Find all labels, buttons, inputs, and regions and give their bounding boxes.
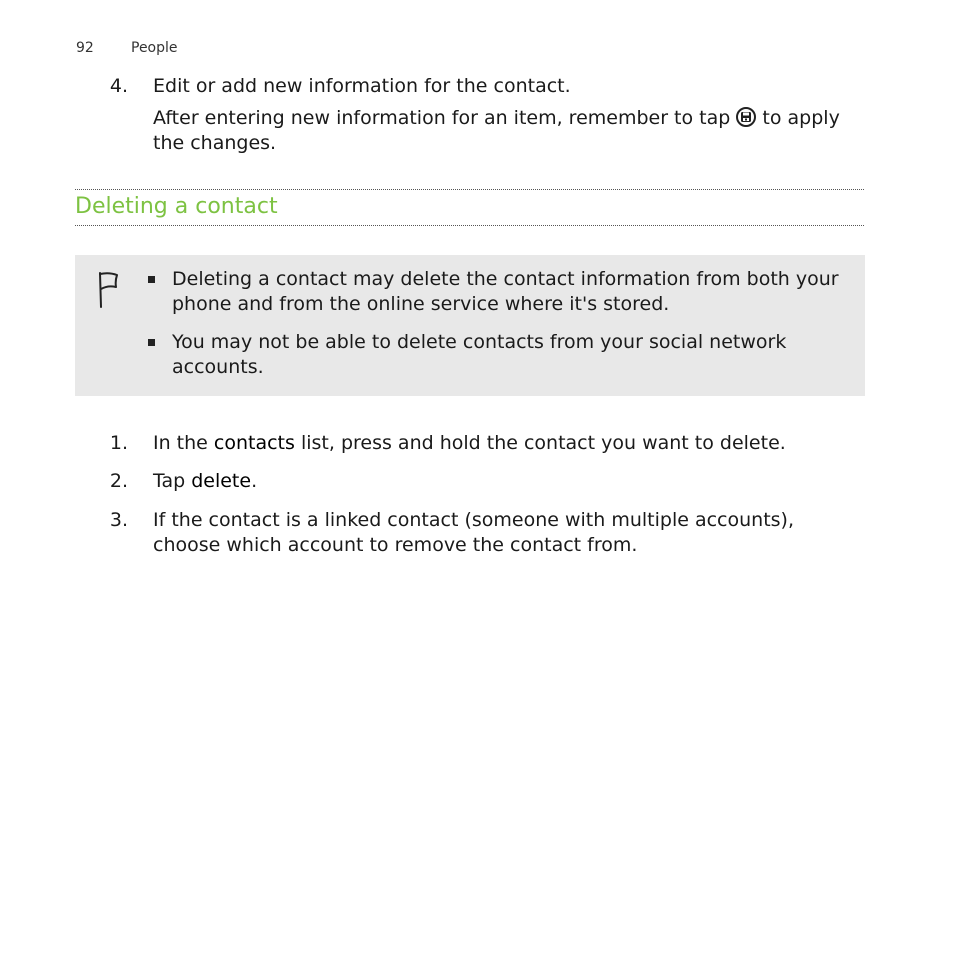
- note-box: [75, 255, 865, 396]
- flag-icon: [97, 271, 121, 313]
- step-number: 1.: [109, 432, 128, 454]
- ui-term-contacts: contacts: [213, 432, 295, 454]
- step-number: 4.: [109, 75, 128, 97]
- step-text: Edit or add new information for the contact.: [153, 75, 571, 97]
- page-number: 92: [76, 40, 94, 56]
- step-number: 3.: [109, 509, 128, 531]
- step-text: If the contact is a linked contact (someone with multiple accounts), choose which account to remove the contact from.: [153, 509, 794, 556]
- ui-term-delete: delete: [191, 470, 252, 492]
- step-number: 2.: [109, 470, 128, 492]
- step-4: [76, 74, 866, 154]
- section-rule-bottom: [75, 225, 864, 226]
- note-list: [147, 267, 859, 393]
- step-detail: After entering new information for an item, remember to tap to apply the changes.: [153, 107, 840, 154]
- section-rule-top: [75, 189, 864, 190]
- note-item: You may not be able to delete contacts from your social network accounts.: [147, 330, 859, 380]
- step-body: [153, 74, 865, 156]
- step-body: [153, 469, 865, 494]
- step-text: In the contacts list, press and hold the contact you want to delete.: [153, 432, 786, 454]
- step-body: [153, 508, 865, 558]
- step-1: [76, 431, 866, 456]
- step-body: [153, 431, 865, 456]
- section-title: Deleting a contact: [75, 194, 278, 219]
- step-text: Tap delete.: [153, 470, 258, 492]
- step-3: [76, 508, 866, 556]
- note-item: Deleting a contact may delete the contact information from both your phone and from the online service where it's stored.: [147, 267, 859, 317]
- chapter-name: People: [131, 40, 178, 56]
- running-header: [76, 40, 178, 56]
- step-2: [76, 469, 866, 494]
- save-icon: [736, 107, 756, 127]
